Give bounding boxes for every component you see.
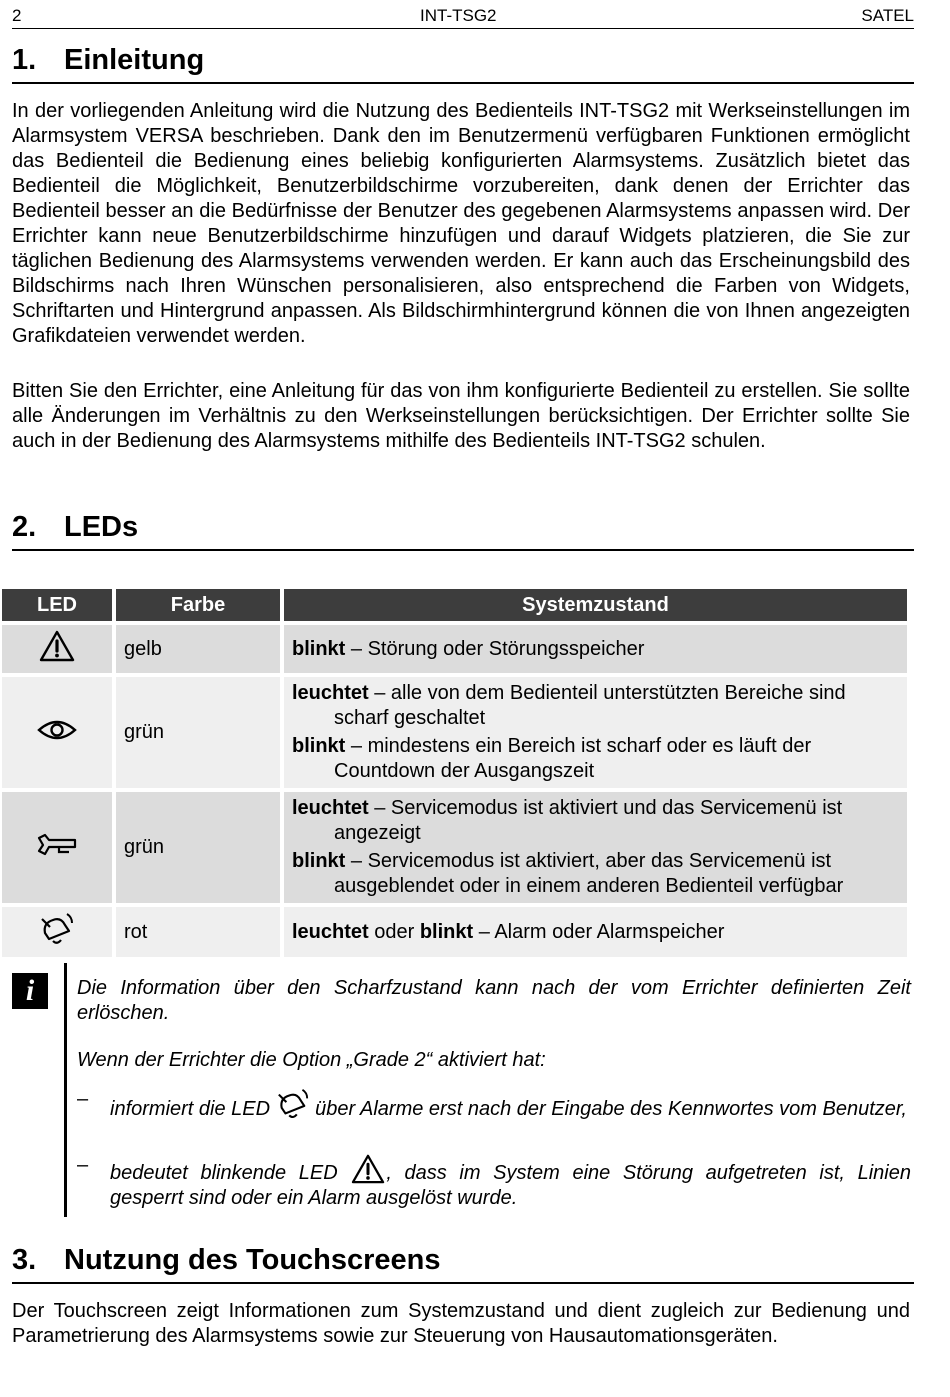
state-keyword: blinkt xyxy=(419,920,474,943)
section-title: LEDs xyxy=(64,511,139,543)
section-title: Einleitung xyxy=(64,44,205,76)
section-number: 2. xyxy=(12,511,37,543)
column-header-led: LED xyxy=(2,589,112,621)
table-row xyxy=(2,677,907,788)
state-description: – Alarm oder Alarmspeicher xyxy=(473,920,725,943)
intro-paragraph-2: Bitten Sie den Errichter, eine Anleitung für das von ihm konfigurierte Bedienteil zu erstellen. Sie sollte alle Änderungen im Verhältnis zu den Werkseinstellungen berücksichtigen. Der Errichter sollte Sie auch in der Bedienung des Alarmsystems mithilfe des Bedienteils INT-TSG2 schulen. xyxy=(12,380,910,452)
table-row xyxy=(2,907,907,957)
page-header xyxy=(12,6,914,29)
touchscreen-paragraph: Der Touchscreen zeigt Informationen zum Systemzustand und dient zugleich zur Bedienung und Parametrierung des Alarmsystems sowie zur Steuerung von Hausautomationsgeräten. xyxy=(12,1300,910,1347)
state-keyword: leuchtet xyxy=(292,682,369,704)
list-dash: – xyxy=(77,1088,89,1110)
led-table xyxy=(0,585,911,961)
service-wrench-icon xyxy=(35,832,79,858)
state-description: – Störung oder Störungsspeicher xyxy=(345,637,645,660)
info-list-item xyxy=(77,1153,911,1211)
led-color: grün xyxy=(116,677,280,788)
info-bar xyxy=(64,963,67,1217)
info-note xyxy=(12,963,914,1217)
info-icon: i xyxy=(12,973,48,1009)
document-title: INT-TSG2 xyxy=(420,6,497,25)
state-connector: oder xyxy=(368,920,420,943)
warning-triangle-icon xyxy=(38,629,76,663)
alarm-bell-icon xyxy=(39,911,75,947)
table-row xyxy=(2,792,907,903)
state-keyword: leuchtet xyxy=(292,920,369,943)
state-keyword: blinkt xyxy=(292,637,346,660)
state-description: – alle von dem Bedienteil unterstützten Bereiche sind scharf geschaltet xyxy=(334,682,846,729)
info-list-item xyxy=(77,1087,911,1122)
state-keyword: leuchtet xyxy=(292,797,369,819)
warning-triangle-icon xyxy=(350,1153,386,1185)
section-2-heading xyxy=(12,509,914,551)
intro-paragraph-1: In der vorliegenden Anleitung wird die Nutzung des Bedienteils INT-TSG2 mit Werkseinstellungen im Alarmsystem VERSA beschrieben. Dank den im Benutzermenü verfügbaren Funktionen ermöglicht das Bedienteil die Bedienung eines beliebig konfigurierten Alarmsystems. Zusätzlich bietet das Bedienteil die Möglichkeit, Benutzerbildschirme vorzubereiten, dank denen der Errichter das Bedienteil besser an die Bedürfnisse der Benutzer des gegebenen Alarmsystems anpassen wird. Der Errichter kann neue Benutzerbildschirme hinzufügen und darauf Widgets platzieren, die Sie zur täglichen Bedienung des Alarmsystems verwenden werden. Er kann auch das Erscheinungsbild des Bildschirms nach Ihren Wünschen personalisieren, also entsprechend die Farben von Widgets, Schriftarten und Hintergrund anpassen. Als Bildschirmhintergrund können die von Ihnen angezeigten Grafikdateien verwendet werden. xyxy=(12,100,910,347)
column-header-state: Systemzustand xyxy=(284,589,907,621)
state-description: – mindestens ein Bereich ist scharf oder es läuft der Countdown der Ausgangszeit xyxy=(334,735,812,782)
state-keyword: blinkt xyxy=(292,850,346,872)
page-number: 2 xyxy=(12,6,22,25)
eye-icon xyxy=(36,717,78,743)
section-number: 1. xyxy=(12,44,37,76)
section-3-heading xyxy=(12,1242,914,1284)
led-state xyxy=(284,677,907,788)
led-color: gelb xyxy=(116,625,280,673)
section-1-heading xyxy=(12,42,914,84)
led-table-header xyxy=(2,589,907,621)
column-header-color: Farbe xyxy=(116,589,280,621)
state-keyword: blinkt xyxy=(292,735,346,757)
led-state xyxy=(284,907,907,957)
info-item-text: bedeutet blinkende LED xyxy=(110,1162,351,1184)
list-dash: – xyxy=(77,1154,89,1176)
led-state xyxy=(284,625,907,673)
led-color: rot xyxy=(116,907,280,957)
info-item-text: , dass im System eine Störung aufgetreten ist, Linien gesperrt sind oder ein Alarm ausgelöst wurde. xyxy=(110,1162,911,1209)
info-note-2: Wenn der Errichter die Option „Grade 2“ aktiviert hat: xyxy=(77,1049,546,1071)
section-number: 3. xyxy=(12,1244,37,1276)
info-item-text: informiert die LED xyxy=(110,1098,276,1120)
alarm-bell-icon xyxy=(276,1087,310,1121)
brand-name: SATEL xyxy=(861,6,914,25)
state-description: – Servicemodus ist aktiviert, aber das Servicemenü ist ausgeblendet oder in einem anderen Bedienteil verfügbar xyxy=(334,850,844,897)
info-note-1: Die Information über den Scharfzustand kann nach der vom Errichter definierten Zeit erlöschen. xyxy=(77,977,911,1024)
led-color: grün xyxy=(116,792,280,903)
state-description: – Servicemodus ist aktiviert und das Servicemenü ist angezeigt xyxy=(334,797,843,844)
table-row xyxy=(2,625,907,673)
led-state xyxy=(284,792,907,903)
section-title: Nutzung des Touchscreens xyxy=(64,1244,441,1276)
info-item-text: über Alarme erst nach der Eingabe des Kennwortes vom Benutzer, xyxy=(309,1098,907,1120)
